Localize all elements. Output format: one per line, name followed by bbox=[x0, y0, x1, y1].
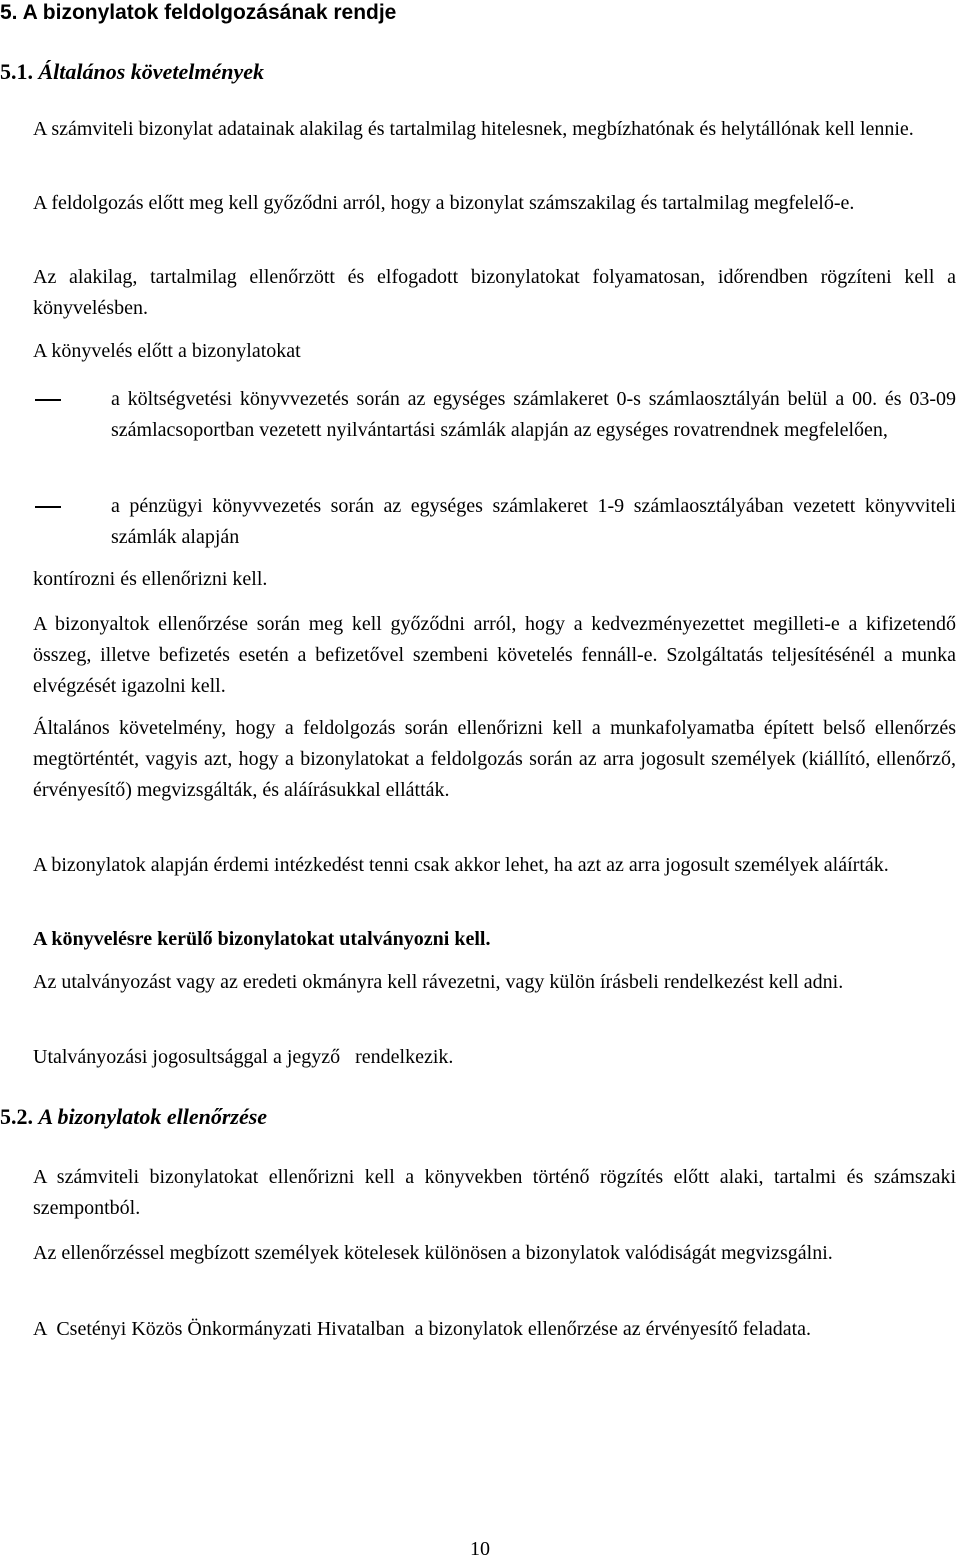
paragraph: A Csetényi Közös Önkormányzati Hivatalban a bizonylatok ellenőrzése az érvényesítő feladata. bbox=[33, 1318, 812, 1340]
section-heading: 5. A bizonylatok feldolgozásának rendje bbox=[0, 1, 397, 24]
paragraph: A bizonylatok alapján érdemi intézkedést tenni csak akkor lehet, ha azt az arra jogosult személyek aláírták. bbox=[33, 854, 889, 876]
paragraph: Általános követelmény, hogy a feldolgozás során ellenőrizni kell a munkafolyamatba épített belső ellenőrzés megtörténtét, vagyis azt, hogy a bizonylatokat a feldolgozás során az arra jogosult személyek (kiállító, ellenőrző, érvényesítő) megvizsgálták, és aláírásukkal ellátták. bbox=[33, 717, 956, 801]
list-item: a pénzügyi könyvvezetés során az egységes számlakeret 1-9 számlaosztályában vezetett könyvviteli számlák alapján bbox=[111, 495, 956, 548]
subsection-title: A bizonylatok ellenőrzése bbox=[38, 1104, 268, 1129]
paragraph: A könyvelés előtt a bizonylatokat bbox=[33, 340, 301, 362]
subsection-title: Általános követelmények bbox=[38, 59, 264, 84]
paragraph: Az alakilag, tartalmilag ellenőrzött és elfogadott bizonylatokat folyamatosan, időrendben rögzíteni kell a könyvelésben. bbox=[33, 266, 956, 319]
subsection-number: 5.2. bbox=[0, 1104, 33, 1129]
paragraph: kontírozni és ellenőrizni kell. bbox=[33, 568, 268, 590]
paragraph: A számviteli bizonylat adatainak alakilag és tartalmilag hitelesnek, megbízhatónak és helytállónak kell lennie. bbox=[33, 118, 914, 140]
subsection-heading bbox=[0, 1104, 267, 1130]
paragraph: A bizonyaltok ellenőrzése során meg kell győződni arról, hogy a kedvezményezettet megilleti-e a kifizetendő összeg, illetve befizetés esetén a befizetővel szembeni követelés fennáll-e. Szolgáltatás teljesítésénél a munka elvégzését igazolni kell. bbox=[33, 613, 956, 697]
paragraph: Az ellenőrzéssel megbízott személyek kötelesek különösen a bizonylatok valódiságát megvizsgálni. bbox=[33, 1242, 833, 1264]
paragraph: Utalványozási jogosultsággal a jegyző rendelkezik. bbox=[33, 1046, 454, 1068]
paragraph-bold: A könyvelésre kerülő bizonylatokat utalványozni kell. bbox=[33, 928, 491, 950]
subsection-heading bbox=[0, 59, 264, 85]
subsection-number: 5.1. bbox=[0, 59, 33, 84]
bullet-dash bbox=[0, 491, 70, 522]
paragraph: Az utalványozást vagy az eredeti okmányra kell rávezetni, vagy külön írásbeli rendelkezést kell adni. bbox=[33, 971, 844, 993]
paragraph: A számviteli bizonylatokat ellenőrizni kell a könyvekben történő rögzítés előtt alaki, tartalmi és számszaki szempontból. bbox=[33, 1166, 956, 1219]
paragraph: A feldolgozás előtt meg kell győződni arról, hogy a bizonylat számszakilag és tartalmilag megfelelő-e. bbox=[33, 192, 855, 214]
bullet-dash bbox=[0, 384, 70, 415]
list-item: a költségvetési könyvvezetés során az egységes számlakeret 0-s számlaosztályán belül a 00. és 03-09 számlacsoportban vezetett nyilvántartási számlák alapján az egységes rovatrendnek megfelelően, bbox=[111, 388, 956, 441]
page-number: 10 bbox=[470, 1538, 490, 1560]
